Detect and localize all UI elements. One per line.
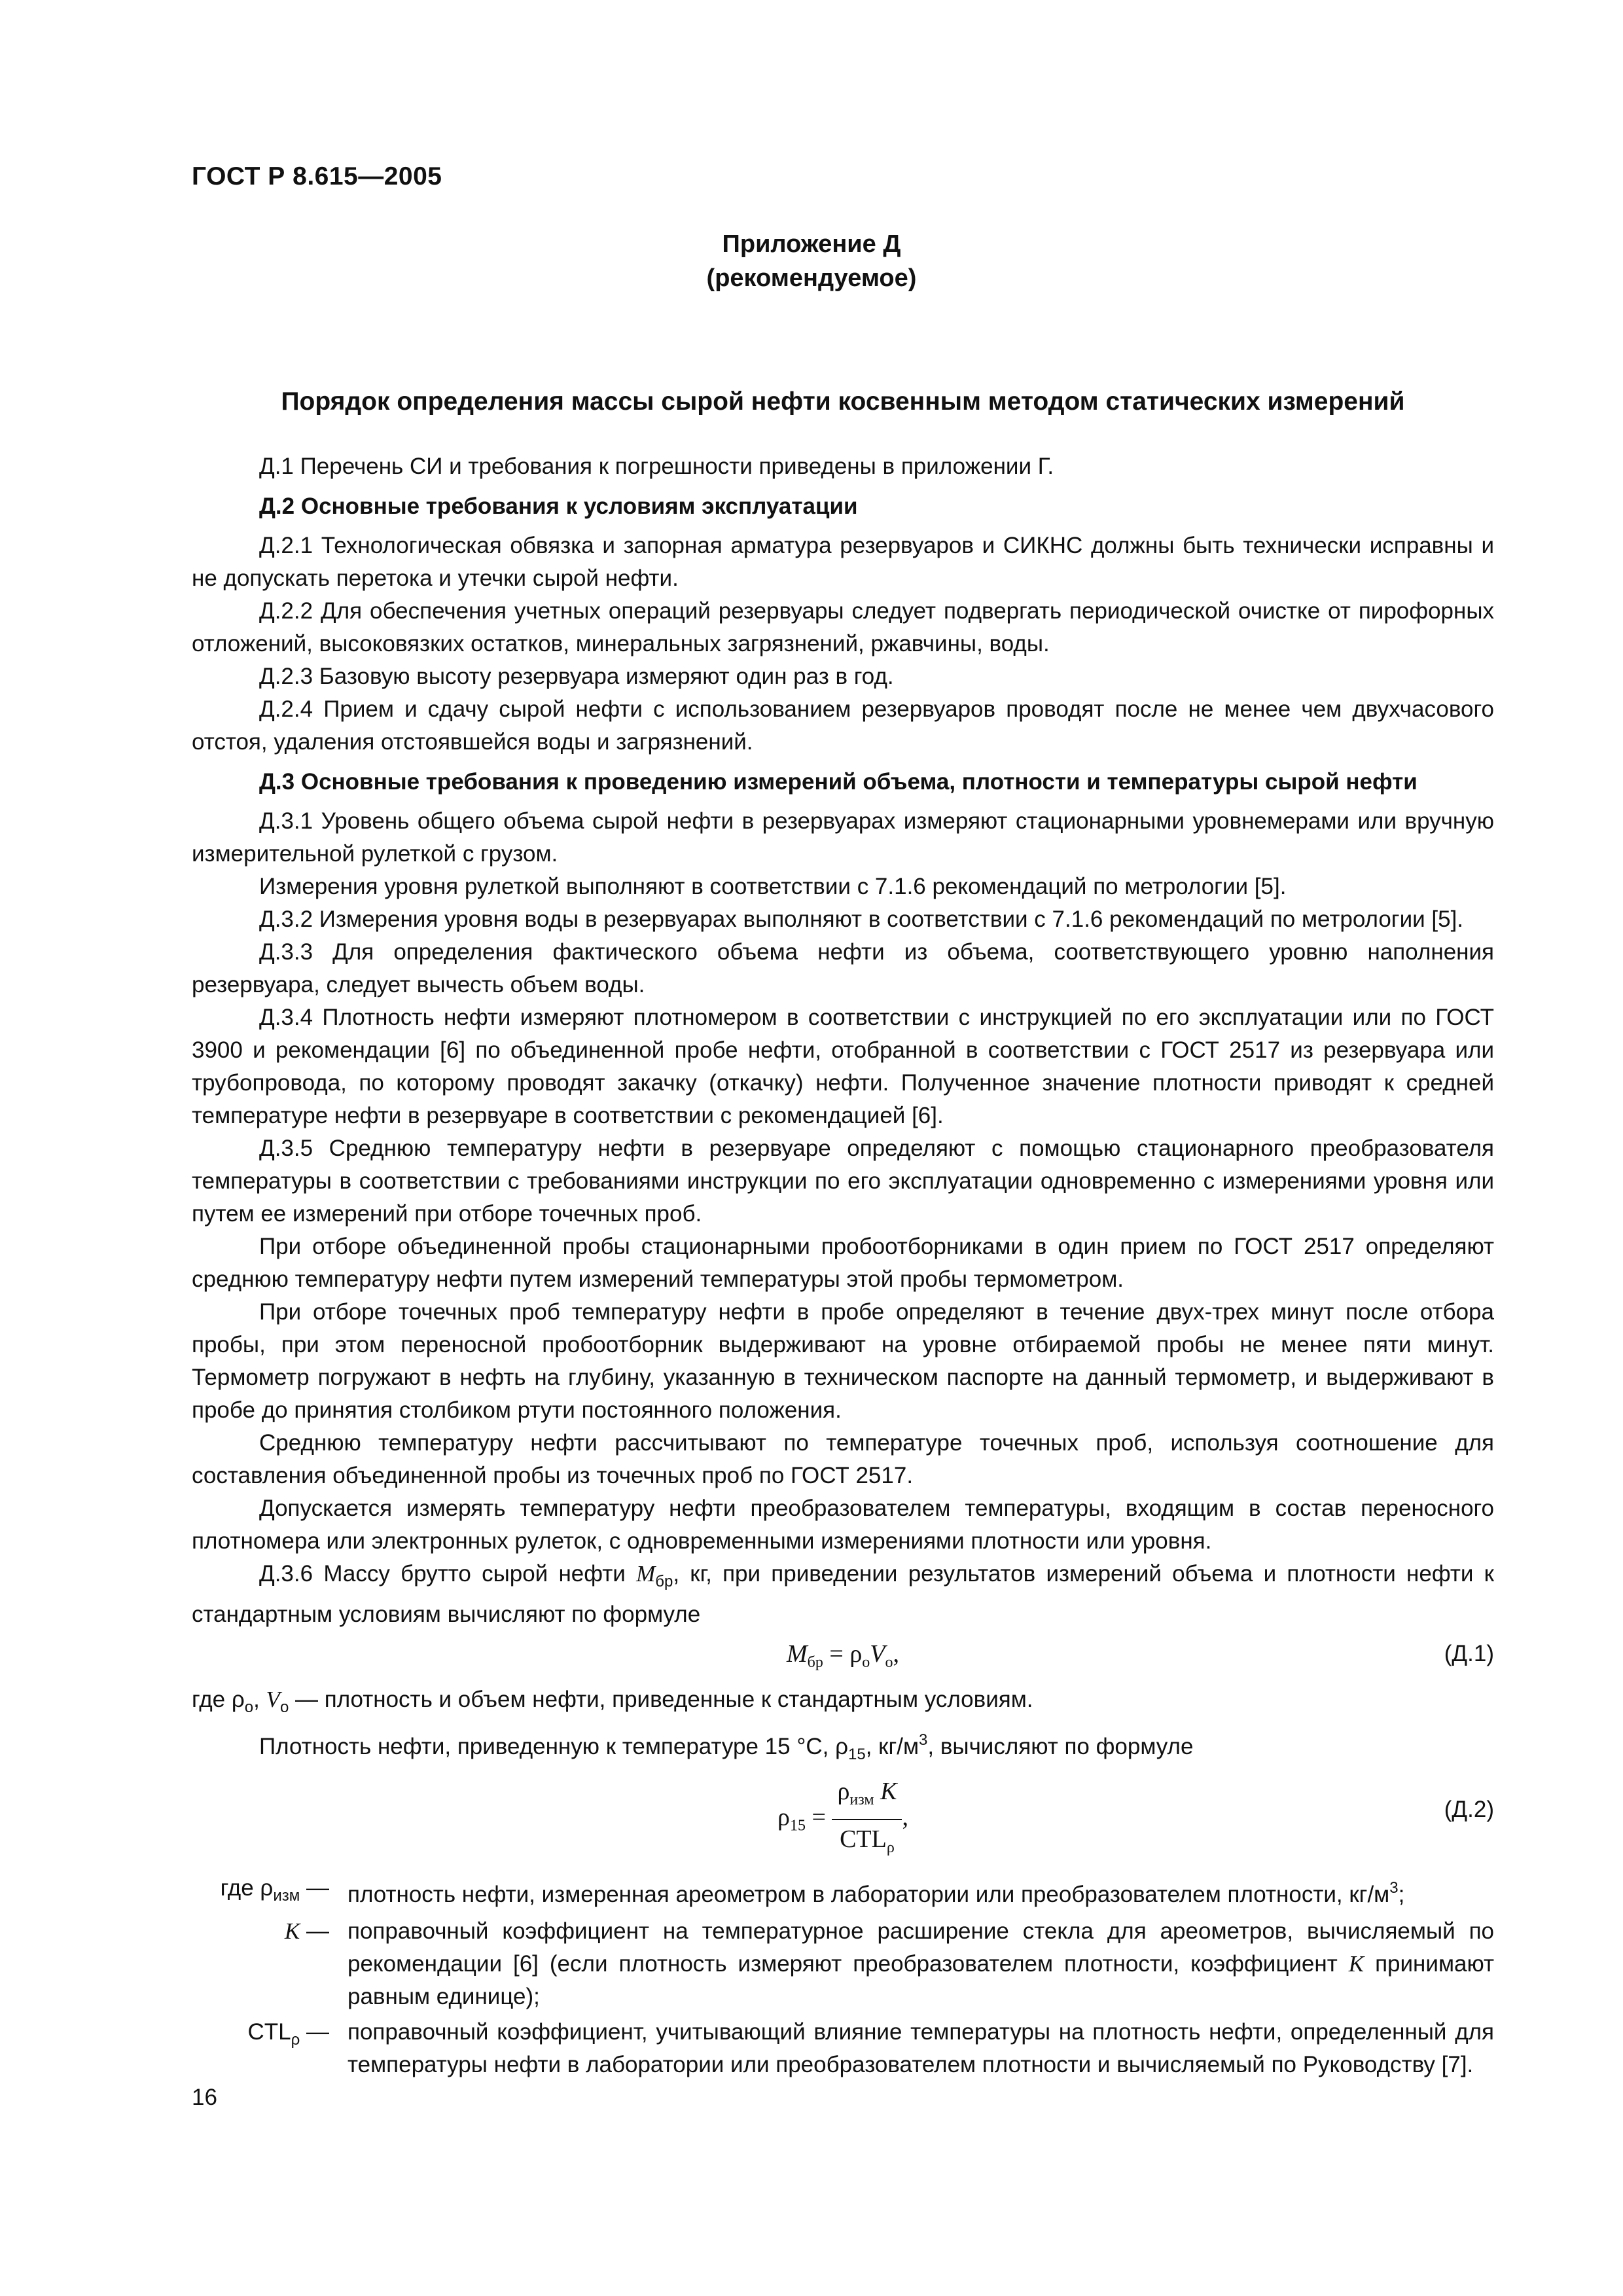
paragraph-d22: Д.2.2 Для обеспечения учетных операций резервуары следует подвергать периодической очистке от пирофорных отложений, высоковязких остатков, минеральных загрязнений, ржавчины, воды. (192, 598, 1494, 656)
paragraph-d35: Д.3.5 Среднюю температуру нефти в резервуаре определяют с помощью стационарного преобразователя температуры в соответствии с требованиями инструкции по его эксплуатации одновременно с измерениями уровня или путем ее измерений при отборе точечных проб. (192, 1136, 1494, 1227)
paragraph-d21: Д.2.1 Технологическая обвязка и запорная арматура резервуаров и СИКНС должны быть технически исправны и не допускать перетока и утечки сырой нефти. (192, 533, 1494, 591)
appendix-status: (рекомендуемое) (706, 264, 917, 292)
formula-d2-lhs: ρ (777, 1803, 791, 1831)
paragraph-d32: Д.3.2 Измерения уровня воды в резервуарах выполняют в соответствии с 7.1.6 рекомендаций по метрологии [5]. (259, 906, 1464, 932)
where-item-symbol (192, 2016, 329, 2081)
paragraph-d35b: При отборе объединенной пробы стационарными пробоотборниками в один прием по ГОСТ 2517 определяют среднюю температуру нефти путем измерений температуры этой пробы термометром. (192, 1234, 1494, 1292)
formula-d2-fraction (832, 1775, 902, 1864)
where-d1-text: — плотность и объем нефти, приведенные к стандартным условиям. (289, 1687, 1033, 1712)
where-d1-rho-sub: o (244, 1698, 254, 1716)
page-number: 16 (192, 2085, 217, 2110)
density-sup: 3 (919, 1731, 928, 1749)
paragraph-d34: Д.3.4 Плотность нефти измеряют плотномером в соответствии с инструкцией по его эксплуатации или по ГОСТ 3900 и рекомендации [6] по объединенной пробе нефти, отобранной в соответствии с ГОСТ 2517 из резервуара или трубопровода, по которому проводят закачку (откачку) нефти. Полученное значение плотности приводят к средней температуре нефти в резервуаре в соответствии с рекомендацией [6]. (192, 1005, 1494, 1128)
formula-d2-number: (Д.2) (1444, 1797, 1494, 1822)
formula-d2-num-sub: изм (849, 1791, 874, 1808)
formula-d2-eq: = (806, 1803, 832, 1831)
paragraph-d35c: При отборе точечных проб температуру нефти в пробе определяют в течение двух-трех минут после отбора пробы, при этом переносной пробоотборник выдерживают на уровне отбираемой пробы не менее пяти минут. Термометр погружают в нефть на глубину, указанную в техническом паспорте на данный термометр, и выдерживают в пробе до принятия столбиком ртути постоянного положения. (192, 1299, 1494, 1423)
mass-symbol: M (636, 1561, 656, 1587)
where-item-dash: — (300, 2019, 329, 2045)
formula-d2-numerator (832, 1775, 902, 1820)
where-item-prefix: где (220, 1875, 260, 1901)
paragraph-d1: Д.1 Перечень СИ и требования к погрешности приведены в приложении Г. (259, 454, 1054, 479)
formula-d2-num-rho: ρ (837, 1778, 850, 1805)
document-code: ГОСТ Р 8.615—2005 (192, 162, 442, 190)
where-d1-v-sub: o (279, 1698, 289, 1716)
document-body (192, 450, 1494, 2081)
paragraph-d31b: Измерения уровня рулеткой выполняют в соответствии с 7.1.6 рекомендаций по метрологии [5]. (259, 874, 1287, 899)
formula-d1-lhs-sub: бр (807, 1654, 823, 1671)
where-item-ctl (192, 2016, 1494, 2081)
density-rho-sub: 15 (847, 1746, 866, 1763)
density-text-c: , вычисляют по формуле (927, 1734, 1194, 1759)
paragraph-d35e: Допускается измерять температуру нефти преобразователем температуры, входящим в состав переносного плотномера или электронных рулеток, с одновременными измерениями плотности или уровня. (192, 1496, 1494, 1554)
formula-d1-rho: ρ (849, 1640, 863, 1668)
paragraph-d31: Д.3.1 Уровень общего объема сырой нефти в резервуарах измеряют стационарными уровнемерами или вручную измерительной рулеткой с грузом. (192, 808, 1494, 867)
d36-text-a: Д.3.6 Массу брутто сырой нефти (259, 1561, 637, 1587)
where-d1 (192, 1683, 1494, 1724)
heading-d3: Д.3 Основные требования к проведению измерений объема, плотности и температуры сырой нефти (259, 769, 1418, 795)
formula-d2-expression (192, 1775, 1494, 1864)
where-item-symbol (192, 1915, 329, 2013)
where-item-desc-sup: 3 (1389, 1879, 1399, 1897)
where-item-dash: — (300, 1875, 329, 1901)
formula-d2-den: CTL (840, 1825, 887, 1853)
paragraph-d24: Д.2.4 Прием и сдачу сырой нефти с использованием резервуаров проводят после не менее чем двухчасового отстоя, удаления отстоявшейся воды и загрязнений. (192, 696, 1494, 755)
density-text-b: , кг/м (865, 1734, 919, 1759)
where-d1-sep: , (253, 1687, 266, 1712)
where-item-desc-text-b: принимают равным единице); (348, 1951, 1494, 2009)
where-item-desc-text-a: поправочный коэффициент на температурное расширение стекла для ареометров, вычисляемый по рекомендации [6] (если плотность измеряют преобразователем плотности, коэффициент (348, 1918, 1494, 1977)
formula-d2-denominator (832, 1820, 902, 1864)
where-item-symbol (192, 1872, 329, 1912)
where-item-rho-izm (192, 1872, 1494, 1912)
where-d1-v: V (266, 1687, 280, 1712)
appendix-title: Приложение Д (722, 230, 901, 258)
formula-d2-den-sub: ρ (886, 1839, 895, 1856)
formula-d2-num-k: K (880, 1778, 897, 1805)
formula-d1-number: (Д.1) (1444, 1641, 1494, 1666)
formula-d1 (192, 1638, 1494, 1678)
where-item-k (192, 1915, 1494, 2013)
paragraph-d35d: Среднюю температуру нефти рассчитывают по температуре точечных проб, используя соотношение для составления объединенной пробы из точечных проб по ГОСТ 2517. (192, 1430, 1494, 1488)
where-item-sym: ρ (260, 1875, 274, 1901)
where-item-description (329, 1872, 1494, 1912)
heading-d2: Д.2 Основные требования к условиям эксплуатации (259, 493, 858, 519)
where-item-sym-sub: ρ (291, 2031, 300, 2049)
formula-d1-v-sub: o (885, 1654, 893, 1671)
where-item-desc-k: K (1348, 1951, 1364, 1977)
formula-d1-tail: , (893, 1640, 899, 1668)
where-d1-prefix: где (192, 1687, 232, 1712)
paragraph-density (192, 1724, 1494, 1771)
formula-d2 (192, 1775, 1494, 1854)
formula-d1-lhs: M (787, 1640, 808, 1668)
d36-text-b: , кг, при приведении результатов измерений объема и плотности нефти к стандартным условиям вычисляют по формуле (192, 1561, 1494, 1627)
where-item-description (329, 1915, 1494, 2013)
section-title: Порядок определения массы сырой нефти косвенным методом статических измерений (281, 387, 1405, 416)
where-item-desc-text: плотность нефти, измеренная ареометром в лаборатории или преобразователем плотности, кг/м (348, 1882, 1390, 1907)
formula-d2-tail: , (902, 1803, 908, 1831)
where-item-sym: CTL (247, 2019, 291, 2045)
formula-d2-lhs-sub: 15 (790, 1817, 806, 1835)
paragraph-d36 (192, 1558, 1494, 1631)
formula-d1-rho-sub: o (862, 1654, 870, 1671)
density-rho: ρ (835, 1734, 848, 1759)
where-item-dash: — (300, 1918, 329, 1944)
formula-d1-v: V (870, 1640, 885, 1668)
paragraph-d23: Д.2.3 Базовую высоту резервуара измеряют один раз в год. (259, 664, 894, 689)
where-item-sym: K (284, 1918, 300, 1944)
mass-subscript: бр (655, 1573, 673, 1590)
where-item-desc-tail: ; (1398, 1882, 1405, 1907)
where-item-description: поправочный коэффициент, учитывающий влияние температуры на плотность нефти, определенный для температуры нефти в лаборатории или преобразователем плотности и вычисляемый по Руководству [7]. (348, 2019, 1494, 2077)
where-d1-rho: ρ (231, 1687, 245, 1712)
density-text-a: Плотность нефти, приведенную к температуре 15 °С, (259, 1734, 836, 1759)
formula-d1-eq: = (823, 1640, 850, 1668)
formula-d1-expression (192, 1638, 1494, 1679)
where-item-sym-sub: изм (273, 1887, 300, 1905)
paragraph-d33: Д.3.3 Для определения фактического объема нефти из объема, соответствующего уровню наполнения резервуара, следует вычесть объем воды. (192, 939, 1494, 997)
